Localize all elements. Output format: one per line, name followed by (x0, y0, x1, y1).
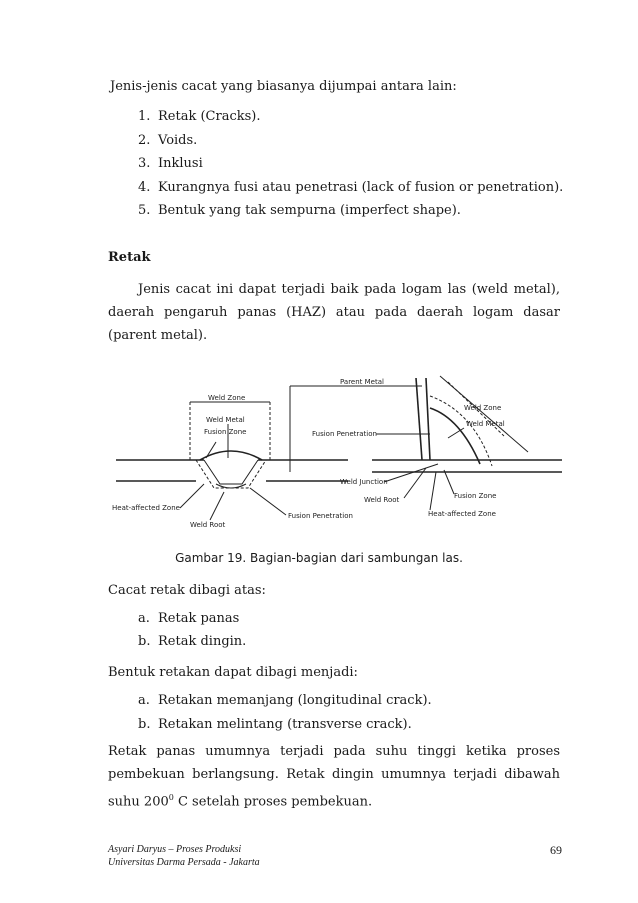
list-item: a. Retak panas (138, 611, 240, 626)
list-item: 3. Inklusi (138, 156, 203, 171)
page-number: 69 (550, 843, 562, 857)
paragraph-hot-crack: Retak panas umumnya terjadi pada suhu tinggi ketika proses pembekuan berlangsung. Retak dingin umumnya terjadi dibawah suhu $200^0$ C setelah proses pembekuan. (108, 744, 560, 810)
intro-text: Jenis-jenis cacat yang biasanya dijumpai antara lain: (110, 79, 457, 94)
list-item: b. Retak dingin. (138, 633, 247, 649)
fig-label-fusion-penetration-bottom: Fusion Penetration (288, 512, 353, 520)
fig-label-fusion-zone-left: Fusion Zone (204, 428, 247, 436)
list-item: 2. Voids. (138, 132, 198, 148)
fig-label-parent-metal: Parent Metal (340, 378, 384, 386)
fig-label-weld-metal-left: Weld Metal (206, 416, 245, 424)
fig-label-fusion-zone-right: Fusion Zone (454, 492, 497, 500)
weld-joint-figure (108, 372, 564, 528)
list-item: a. Retakan memanjang (longitudinal crack). (138, 693, 432, 708)
crack-form-text: Bentuk retakan dapat dibagi menjadi: (108, 665, 358, 680)
fig-label-haz-left: Heat-affected Zone (112, 504, 180, 512)
fig-label-weld-root-left: Weld Root (190, 521, 226, 528)
fig-label-haz-right: Heat-affected Zone (428, 510, 496, 518)
crack-division-text: Cacat retak dibagi atas: (108, 583, 266, 598)
fillet-weld-diagram (312, 376, 562, 518)
figure-caption: Gambar 19. Bagian-bagian dari sambungan las. (175, 551, 463, 565)
fig-label-weld-root-right: Weld Root (364, 496, 400, 504)
fig-label-weld-metal-right: Weld Metal (466, 420, 505, 428)
list-item: 5. Bentuk yang tak sempurna (imperfect shape). (138, 203, 461, 218)
defect-list (138, 108, 563, 226)
footer-author: Asyari Daryus – Proses Produksi (108, 844, 242, 855)
fig-label-weld-zone-right: Weld Zone (464, 404, 502, 412)
list-item: b. Retakan melintang (transverse crack). (138, 717, 412, 732)
list-item: 1. Retak (Cracks). (138, 109, 261, 124)
crack-types-list (138, 610, 246, 655)
superscript: 0 (168, 793, 174, 802)
footer-institution: Universitas Darma Persada - Jakarta (108, 857, 260, 868)
section-heading: Retak (108, 250, 151, 265)
paragraph-retak: Jenis cacat ini dapat terjadi baik pada logam las (weld metal), daerah pengaruh panas (HAZ) atau pada daerah logam dasar (parent metal). (108, 282, 560, 343)
crack-forms-list (138, 692, 432, 740)
fig-label-weld-zone-left: Weld Zone (208, 394, 246, 402)
butt-weld-diagram (112, 386, 353, 528)
list-item: 4. Kurangnya fusi atau penetrasi (lack of fusion or penetration). (138, 179, 564, 195)
fig-label-fusion-penetration-right: Fusion Penetration (312, 430, 377, 438)
footer (108, 843, 260, 869)
fig-label-weld-junction: Weld Junction (340, 478, 388, 486)
